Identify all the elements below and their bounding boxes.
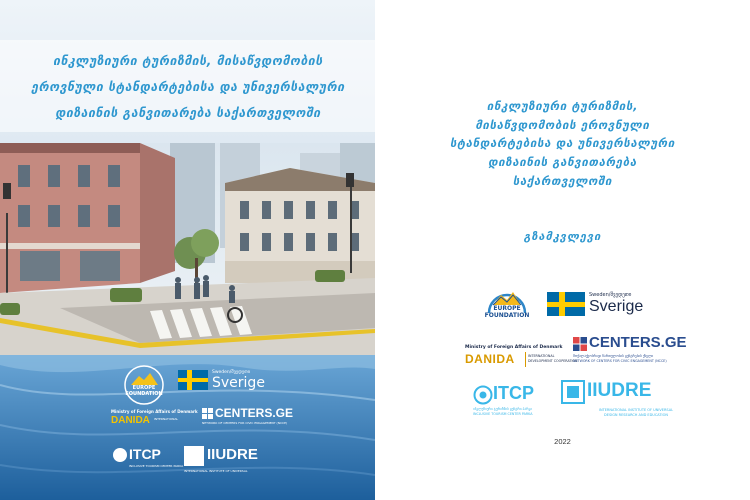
guide-subtitle: გზამკვლევი — [523, 230, 602, 243]
danida-name: DANIDA — [465, 352, 515, 366]
ef-line2: FOUNDATION — [125, 390, 163, 397]
sweden-small-label: Sweden/შვედეთი — [589, 292, 632, 298]
publication-year: 2022 — [554, 437, 571, 446]
iiudre-sub: INTERNATIONAL INSTITUTE OF UNIVERSAL — [184, 469, 248, 473]
title-line: სტანდარტებისა და უნივერსალური — [450, 136, 675, 151]
iiudre-name: IIUDRE — [207, 446, 258, 463]
centers-mark-icon — [202, 408, 213, 419]
title-line: მისაწვდომობის ეროვნული — [475, 117, 650, 132]
street-illustration — [0, 143, 375, 355]
danida-separator — [525, 352, 526, 367]
itcp-name: ITCP — [129, 446, 161, 462]
cover-title — [8, 48, 368, 126]
itcp-sub: INCLUSIVE TOURISM CENTER PARKA — [129, 464, 184, 468]
title-page-heading — [375, 97, 750, 191]
sweden-big-label: Sverige — [212, 375, 265, 391]
danida-ministry-label: Ministry of Foreign Affairs of Denmark — [111, 409, 198, 414]
centers-name: CENTERS.GE — [215, 406, 294, 420]
cover-europe-foundation-logo — [124, 365, 164, 405]
danida-intl: INTERNATIONAL DEVELOPMENT COOPERATION — [528, 354, 578, 363]
ef-line1: EUROPE — [132, 385, 156, 391]
sweden-flag-icon — [547, 292, 585, 316]
sweden-small-label: Sweden/შვედეთი — [212, 370, 251, 375]
title-line: საქართველოში — [512, 173, 613, 188]
ef-line2: FOUNDATION — [484, 311, 530, 319]
itcp-mark-icon — [473, 385, 493, 405]
sweden-flag-icon — [178, 370, 208, 390]
danida-intl: INTERNATIONAL — [154, 417, 179, 421]
europe-foundation-logo — [483, 283, 531, 327]
iiudre-name: IIUDRE — [587, 380, 652, 401]
title-line: დიზაინის განვითარება — [488, 155, 637, 170]
iiudre-mark-icon — [184, 446, 204, 466]
cover-title-line: ეროვნული სტანდარტებისა და უნივერსალური — [31, 80, 345, 94]
centers-name: CENTERS.GE — [589, 334, 687, 351]
danida-ministry-label: Ministry of Foreign Affairs of Denmark — [465, 345, 563, 350]
itcp-name: ITCP — [493, 383, 535, 403]
cover-title-line: დიზაინის განვითარება საქართველოში — [55, 106, 321, 120]
iiudre-mark-icon — [561, 380, 585, 404]
centers-sub: NETWORK OF CENTERS FOR CIVIC ENGAGEMENT (NCCE) — [202, 421, 288, 425]
title-line: ინკლუზიური ტურიზმის, — [486, 99, 639, 113]
title-page — [375, 0, 750, 500]
itcp-mark-icon — [113, 448, 127, 462]
itcp-sub: ინკლუზიური ტურიზმის ცენტრი პარკი INCLUSIVE TOURISM CENTER PARKA — [473, 407, 533, 416]
cover-title-line: ინკლუზიური ტურიზმის, მისაწვდომობის — [53, 54, 323, 68]
ef-line1: EUROPE — [493, 305, 521, 312]
iiudre-sub: INTERNATIONAL INSTITUTE OF UNIVERSAL DESIGN RESEARCH AND EDUCATION — [598, 408, 674, 417]
sweden-big-label: Sverige — [589, 298, 644, 315]
centers-mark-icon — [573, 337, 587, 351]
centers-sub: მოქალაქეობრივი ჩართულობის ცენტრების ქსელი NETWORK OF CENTERS FOR CIVIC ENGAGEMENT (NCCE) — [573, 354, 667, 363]
danida-name: DANIDA — [111, 415, 150, 426]
